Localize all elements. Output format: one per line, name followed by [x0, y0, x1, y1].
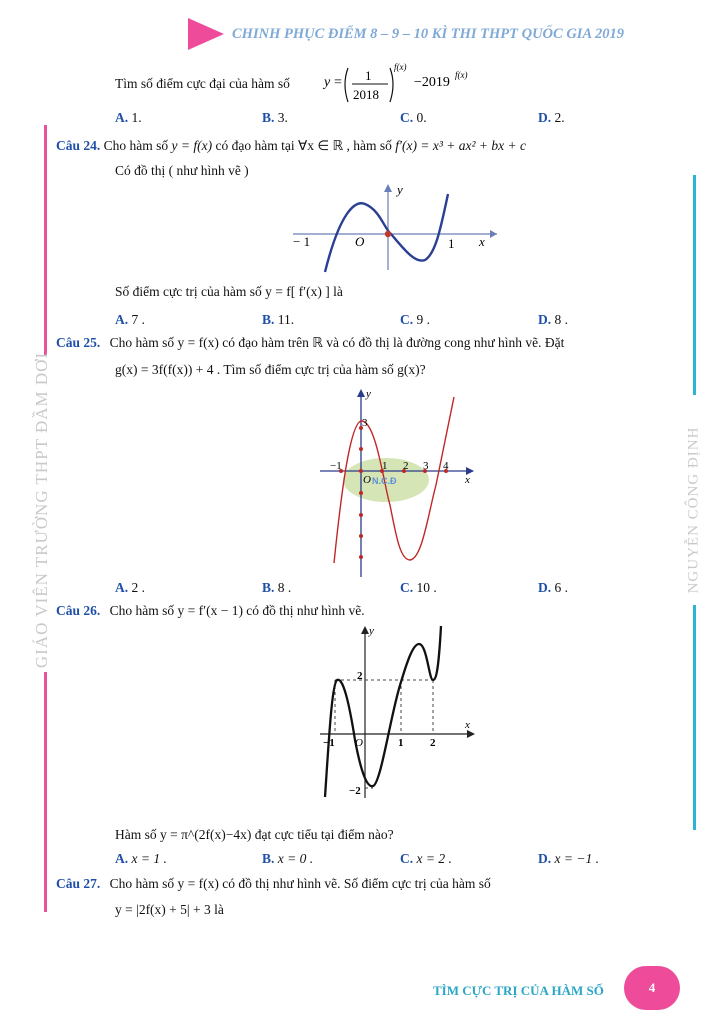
svg-text:1: 1	[365, 68, 372, 83]
q26-question: Hàm số y = π^(2f(x)−4x) đạt cực tiểu tại điểm nào?	[115, 827, 394, 842]
q23-opt-b: 3.	[277, 110, 288, 125]
page-number-badge: 4	[624, 966, 680, 1010]
q25-label-t1: 1	[382, 460, 388, 472]
q26-label-y: y	[369, 625, 374, 637]
q25-label: Câu 25.	[56, 335, 101, 350]
q23-formula	[322, 58, 492, 110]
q25-opt-b: 8 .	[277, 580, 292, 595]
left-accent-line-top	[44, 125, 47, 355]
q24-line2: Có đồ thị ( như hình vẽ )	[115, 163, 249, 178]
q25-y-arrow-icon	[357, 389, 365, 397]
q24-line1	[56, 138, 526, 154]
q25-label-t2: 2	[403, 460, 409, 472]
q25-line1	[56, 335, 564, 351]
q26-y-arrow-icon	[361, 626, 369, 634]
q25-label-origin: O	[363, 474, 371, 486]
q25-label-y: y	[366, 388, 371, 400]
q26-opt-c: x = 2 .	[416, 851, 452, 866]
q25-label-neg1: −1	[330, 460, 342, 472]
q25-label-x: x	[465, 474, 470, 486]
q24-graph	[285, 182, 505, 274]
left-accent-line-bottom	[44, 672, 47, 912]
q26-opt-b-label: B.	[262, 851, 275, 866]
svg-text:=: =	[334, 75, 342, 90]
q27-line1	[56, 876, 491, 892]
q26-label-origin: O	[355, 737, 363, 749]
q24-origin-dot	[385, 231, 391, 237]
right-accent-line-top	[693, 175, 696, 395]
q25-opt-b-label: B.	[262, 580, 275, 595]
q26-label-neg1: −1	[323, 737, 335, 749]
q24-label-x: x	[479, 234, 485, 249]
q25-opt-a-label: A.	[115, 580, 129, 595]
header-title: CHINH PHỤC ĐIỂM 8 – 9 – 10 KÌ THI THPT QUỐC GIA 2019	[232, 26, 624, 42]
q23-opt-a: 1.	[131, 110, 142, 125]
q26-label-y2: 2	[357, 670, 363, 682]
q25-opt-d-label: D.	[538, 580, 552, 595]
svg-text:−2019: −2019	[414, 75, 450, 90]
q23-opt-c: 0.	[416, 110, 427, 125]
q27-text1: Cho hàm số y = f(x) có đồ thị như hình vẽ. Số điểm cực trị của hàm số	[109, 876, 491, 891]
q25-opt-c-label: C.	[400, 580, 414, 595]
q26-opt-a: x = 1 .	[131, 851, 167, 866]
q25-opt-d: 6 .	[554, 580, 568, 595]
q26-opt-d-label: D.	[538, 851, 552, 866]
svg-text:2018: 2018	[353, 87, 379, 102]
q26-opt-c-label: C.	[400, 851, 414, 866]
svg-text:f(x): f(x)	[455, 70, 468, 80]
svg-text:f(x): f(x)	[394, 62, 407, 72]
q24-opt-d-label: D.	[538, 312, 552, 327]
q26-label-yn2: −2	[349, 785, 361, 797]
q26-label-t2: 2	[430, 737, 436, 749]
q26-graph	[315, 622, 480, 800]
q26-label: Câu 26.	[56, 603, 101, 618]
side-author-name: NGUYỄN CÔNG ĐỊNH	[685, 426, 702, 594]
q23-opt-d: 2.	[554, 110, 565, 125]
q23-opt-c-label: C.	[400, 110, 414, 125]
q25-text1: Cho hàm số y = f(x) có đạo hàm trên ℝ và có đồ thị là đường cong như hình vẽ. Đặt	[109, 335, 565, 350]
q24-opt-b: 11.	[277, 312, 295, 327]
q26-text1: Cho hàm số y = f′(x − 1) có đồ thị như hình vẽ.	[109, 603, 365, 618]
q25-opt-c: 10 .	[416, 580, 437, 595]
q24-y-arrow-icon	[384, 184, 392, 192]
q27-text2: y = |2f(x) + 5| + 3 là	[115, 902, 224, 917]
q26-label-x: x	[465, 719, 470, 731]
q24-opt-b-label: B.	[262, 312, 275, 327]
footer-title: TÌM CỰC TRỊ CỦA HÀM SỐ	[433, 983, 604, 998]
q25-watermark-text: N.C.Đ	[372, 476, 397, 486]
q25-label-3: 3	[362, 417, 368, 429]
q26-line1	[56, 603, 365, 619]
q27-label: Câu 27.	[56, 876, 101, 891]
q25-label-t3: 3	[423, 460, 429, 472]
q24-label-neg1: − 1	[293, 234, 311, 249]
svg-text:y: y	[324, 75, 331, 90]
q24-opt-c-label: C.	[400, 312, 414, 327]
q26-opt-a-label: A.	[115, 851, 129, 866]
q24-f1: y = f(x)	[171, 138, 213, 153]
q24-f2: f′(x) = x³ + ax² + bx + c	[395, 138, 526, 153]
q26-x-arrow-icon	[467, 730, 475, 738]
q26-opt-b: x = 0 .	[277, 851, 314, 866]
q24-question: Số điểm cực trị của hàm số y = f[ f′(x) ] là	[115, 284, 343, 299]
q23-opt-d-label: D.	[538, 110, 552, 125]
q24-opt-a: 7 .	[131, 312, 145, 327]
q24-opt-a-label: A.	[115, 312, 129, 327]
q24-opt-c: 9 .	[416, 312, 430, 327]
q24-text1: Cho hàm số	[103, 138, 169, 153]
q25-label-t4: 4	[443, 460, 449, 472]
right-accent-line-bottom	[693, 605, 696, 830]
q26-label-t1: 1	[398, 737, 404, 749]
header-triangle-icon	[188, 18, 224, 50]
q24-label: Câu 24.	[56, 138, 101, 153]
q25-opt-a: 2 .	[131, 580, 145, 595]
q24-x-arrow-icon	[490, 230, 497, 238]
q24-label-origin: O	[355, 234, 365, 249]
q24-label-1: 1	[448, 236, 455, 251]
q26-curve	[325, 626, 441, 797]
q23-opt-b-label: B.	[262, 110, 275, 125]
q25-graph	[318, 385, 478, 580]
q24-text2: có đạo hàm tại ∀x ∈ ℝ , hàm số	[215, 138, 392, 153]
q24-opt-d: 8 .	[554, 312, 568, 327]
q23-text: Tìm số điểm cực đại của hàm số	[115, 76, 290, 91]
q24-label-y: y	[397, 182, 403, 197]
q26-opt-d: x = −1 .	[554, 851, 599, 866]
side-teacher-school: GIÁO VIÊN TRƯỜNG THPT ĐẦM DƠI	[32, 351, 51, 669]
q23-opt-a-label: A.	[115, 110, 129, 125]
q25-text2: g(x) = 3f(f(x)) + 4 . Tìm số điểm cực trị của hàm số g(x)?	[115, 362, 426, 377]
